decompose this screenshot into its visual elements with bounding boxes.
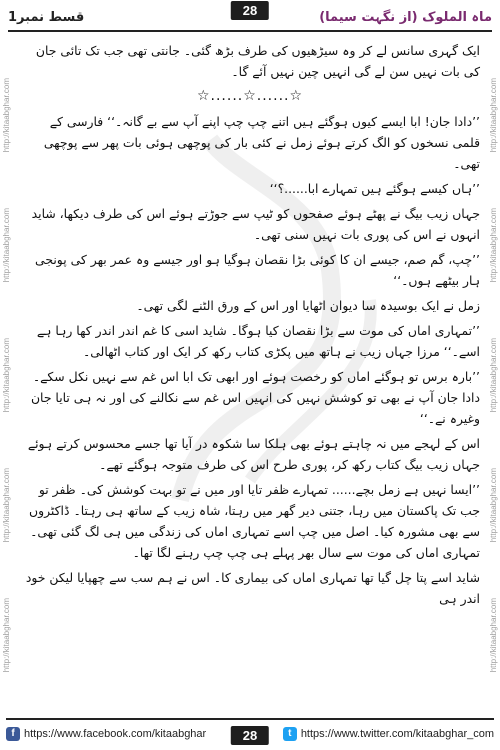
episode-label: قسط نمبر1 [8, 9, 85, 25]
page-footer [6, 718, 494, 748]
side-url-text: http://kitaabghar.com [489, 467, 498, 543]
paragraph: ’’ایسا نہیں ہے زمل بچے...... تمہارے ظفر تایا اور میں نے تو بہت کوشش کی۔ ظفر تو جب تک پاکستان میں رہا، جتنی دیر گھر میں رہتا، شاہ زیب کے ساتھ ہی رہتا۔ ڈاکٹروں سے بھی مشورہ کیا۔ اصل میں چپ اسے تمہاری اماں کی زندگی میں ہی لگ گئی تھی۔ تمہاری اماں کی موت سے سال بھر پہلے ہی چپ چپ رہنے لگا تھا۔ [28, 482, 480, 560]
twitter-link[interactable] [283, 727, 494, 741]
paragraph: ’’بارہ برس تو ہوگئے اماں کو رخصت ہوئے اور ابھی تک ابا اس غم سے نہیں نکل سکے۔ دادا جان آپ نے بھی تو کوشش نہیں کی انہیں اس غم سے نکالنے کی اور نہ ہی تایا جان وغیرہ نے۔‘‘ [30, 369, 480, 426]
right-side-url-strip [489, 50, 498, 700]
novel-title: ماہ الملوک (از نگہت سیما) [319, 9, 492, 25]
side-url-text: http://kitaabghar.com [489, 77, 498, 153]
paragraph: ’’ہاں کیسے ہوگئے ہیں تمہارے ابا......؟‘‘ [269, 181, 480, 196]
side-url-text: http://kitaabghar.com [2, 337, 11, 413]
paragraph: شاید اسے پتا چل گیا تھا تمہاری اماں کی بیماری کا۔ اس نے ہم سب سے چھپایا لیکن خود اندر ہی [25, 570, 480, 606]
paragraph: ’’تمہاری اماں کی موت سے بڑا نقصان کیا ہوگا۔ شاید اسی کا غم اندر اندر کھا رہا ہے اسے۔‘‘ مرزا جہاں زیب نے ہاتھ میں پکڑی کتاب رکھ کر ایک اور کتاب اٹھالی۔ [36, 323, 480, 359]
paragraph: زمل نے ایک بوسیدہ سا دیوان اٹھایا اور اس کے ورق الٹنے لگی تھی۔ [136, 298, 480, 313]
story-body [20, 40, 480, 712]
twitter-url[interactable]: https://www.twitter.com/kitaabghar_com [300, 728, 494, 740]
side-url-text: http://kitaabghar.com [489, 207, 498, 283]
side-url-text: http://kitaabghar.com [2, 207, 11, 283]
footer-page-number: 28 [231, 726, 269, 745]
side-url-text: http://kitaabghar.com [2, 77, 11, 153]
section-divider-stars: ☆......☆......☆ [196, 88, 304, 104]
paragraph: ایک گہری سانس لے کر وہ سیڑھیوں کی طرف بڑھ گئی۔ جانتی تھی جب تک تائی جان کی بات نہیں سن لے گی انہیں چین نہیں آئے گا۔ [35, 43, 480, 79]
side-url-text: http://kitaabghar.com [2, 597, 11, 673]
paragraph: ’’چپ، گم صم، جیسے ان کا کوئی بڑا نقصان ہوگیا ہو اور جیسے وہ عمر بھر کی پونجی ہار بیٹھے ہوں۔‘‘ [35, 252, 480, 288]
paragraph: جہاں زیب بیگ نے پھٹے ہوئے صفحوں کو ٹیپ سے جوڑتے ہوئے اس کی طرف دیکھا، شاید انہوں نے اس کی پوری بات نہیں سنی تھی۔ [31, 206, 480, 242]
paragraph: اس کے لہجے میں نہ چاہتے ہوئے بھی ہلکا سا شکوہ در آیا تھا جسے محسوس کرتے ہوئے جہاں زیب بیگ کتاب رکھ کر، پوری طرح اس کی طرف متوجہ ہوگئے تھے۔ [27, 436, 480, 472]
facebook-icon: f [6, 727, 20, 741]
left-side-url-strip [2, 50, 11, 700]
paragraph: ’’دادا جان! ابا ایسے کیوں ہوگئے ہیں اتنے چپ چپ اپنے آپ سے بے گانہ۔‘‘ فارسی کے قلمی نسخوں کو الگ کرتے ہوئے زمل نے کئی بار کی پوچھی ہوئی بات پھر سے پوچھی تھی۔ [43, 114, 480, 171]
twitter-icon: t [283, 727, 297, 741]
facebook-link[interactable] [6, 727, 206, 741]
side-url-text: http://kitaabghar.com [489, 597, 498, 673]
side-url-text: http://kitaabghar.com [489, 337, 498, 413]
facebook-url[interactable]: https://www.facebook.com/kitaabghar [24, 728, 207, 740]
side-url-text: http://kitaabghar.com [2, 467, 11, 543]
header-page-number: 28 [231, 1, 269, 20]
